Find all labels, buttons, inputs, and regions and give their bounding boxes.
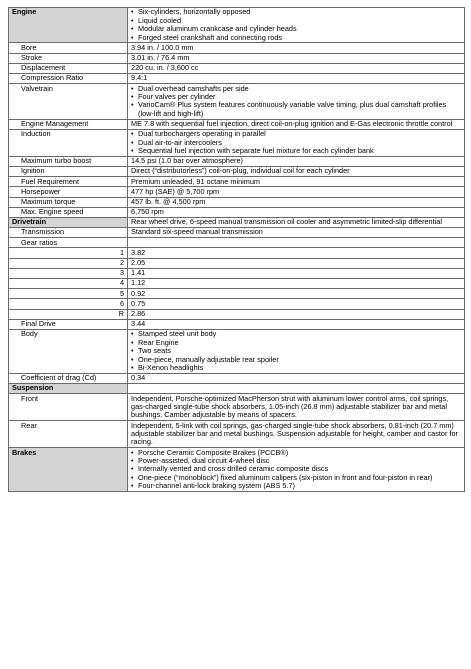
list-item: • Stamped steel unit body [131,330,461,338]
spec-row-transmission [9,228,465,238]
spec-value: 220 cu. in. / 3,600 cc [128,63,465,73]
gear-ratio: 1.41 [128,268,465,278]
list-item: • Dual overhead camshafts per side [131,85,461,93]
gear-number: 1 [9,248,128,258]
suspension-section-row [9,383,465,393]
spec-value: 14.5 psi (1.0 bar over atmosphere) [128,156,465,166]
spec-value: Direct (“distributorless”) coil-on-plug, individual coil for each cylinder [128,166,465,176]
spec-label: Front [9,394,128,421]
spec-label: Maximum torque [9,197,128,207]
spec-row-fuel [9,177,465,187]
engine-features [128,8,465,43]
spec-value: Premium unleaded, 91 octane minimum [128,177,465,187]
spec-label: Body [9,329,128,373]
gear-ratio: 2.05 [128,258,465,268]
spec-row-body [9,329,465,373]
gear-row [9,309,465,319]
spec-label: Maximum turbo boost [9,156,128,166]
spec-value: 6,750 rpm [128,207,465,217]
list-item: • One-piece, manually adjustable rear spoiler [131,356,461,364]
spec-row-rear [9,421,465,448]
gear-row [9,268,465,278]
gear-row [9,279,465,289]
spec-value-list [128,129,465,156]
spec-label: Displacement [9,63,128,73]
brakes-section-title: Brakes [9,448,128,492]
gear-number: 5 [9,289,128,299]
spec-row-torque [9,197,465,207]
list-item: • Internally vented and cross drilled ceramic composite discs [131,465,461,473]
gear-number: R [9,309,128,319]
list-item: • Porsche Ceramic Composite Brakes (PCCB®) [131,449,461,457]
spec-row-drag [9,373,465,383]
gear-row [9,248,465,258]
brakes-features [128,448,465,492]
brakes-section-row [9,448,465,492]
spec-label: Engine Management [9,119,128,129]
list-item: • Rear Engine [131,339,461,347]
spec-row-displacement [9,63,465,73]
spec-value: 477 hp (SAE) @ 5,700 rpm [128,187,465,197]
list-item: • Four valves per cylinder [131,93,461,101]
list-item: • Bi-Xenon headlights [131,364,461,372]
drivetrain-section-title: Drivetrain [9,217,128,227]
list-item: • Power-assisted, dual circuit 4-wheel disc [131,457,461,465]
spec-label: Valvetrain [9,84,128,119]
gear-number: 6 [9,299,128,309]
list-item: • Dual air-to-air intercoolers [131,139,461,147]
spec-row-final-drive [9,319,465,329]
spec-value: ME 7.8 with sequential fuel injection, direct coil-on-plug ignition and E-Gas electronic throttle control [128,119,465,129]
spec-label: Horsepower [9,187,128,197]
gear-number: 3 [9,268,128,278]
engine-feature: • Modular aluminum crankcase and cylinder heads [131,25,461,33]
spec-value: Standard six-speed manual transmission [128,228,465,238]
gear-row [9,299,465,309]
list-item: • One-piece (“monoblock”) fixed aluminum calipers (six-piston in front and four-piston in rear) [131,474,461,482]
spec-row-valvetrain [9,84,465,119]
engine-section-title: Engine [9,8,128,43]
spec-value: 3.94 in. / 100.0 mm [128,43,465,53]
list-item: • VarioCam® Plus system features continuously variable valve timing, plus dual camshaft profiles (low-lift and high-lift) [131,101,461,118]
spec-value: 3.01 in. / 76.4 mm [128,53,465,63]
gear-number: 2 [9,258,128,268]
spec-label: Ignition [9,166,128,176]
gear-ratio: 1.12 [128,279,465,289]
spec-value [128,383,465,393]
list-item: • Dual turbochargers operating in parallel [131,130,461,138]
spec-row-ignition [9,166,465,176]
drivetrain-section-row [9,217,465,227]
spec-label: Final Drive [9,319,128,329]
engine-feature: • Forged steel crankshaft and connecting rods [131,34,461,42]
engine-section-row [9,8,465,43]
spec-row-management [9,119,465,129]
spec-label: Gear ratios [9,238,128,248]
spec-label: Transmission [9,228,128,238]
engine-feature: • Six-cylinders, horizontally opposed [131,8,461,16]
spec-row-speed [9,207,465,217]
spec-label: Rear [9,421,128,448]
list-item: • Two seats [131,347,461,355]
spec-value-list [128,329,465,373]
spec-row-horsepower [9,187,465,197]
spec-row-compression [9,73,465,83]
spec-label: Fuel Requirement [9,177,128,187]
spec-row-induction [9,129,465,156]
gear-row [9,258,465,268]
spec-table [8,7,465,492]
spec-value: 9.4:1 [128,73,465,83]
spec-value: Independent, Porsche-optimized MacPherson strut with aluminum lower control arms, coil springs, gas-charged single-tube shock absorbers, 1.05-inch (26.8 mm) adjustable stabilizer bar and metal bushings. Camber adjustable by means of spacers. [128,394,465,421]
spec-label: Max. Engine speed [9,207,128,217]
spec-label: Induction [9,129,128,156]
list-item: • Sequential fuel injection with separate fuel mixture for each cylinder bank [131,147,461,155]
gear-ratio: 3.82 [128,248,465,258]
gear-ratio: 2.86 [128,309,465,319]
gear-ratio: 0.75 [128,299,465,309]
spec-label: Stroke [9,53,128,63]
spec-row-stroke [9,53,465,63]
spec-value: Independent, 5-link with coil springs, gas-charged single-tube shock absorbers, 0.81-inch (20.7 mm) adjustable stabilizer bar and metal bushings. Suspension adjustable for height, camber and castor for racing. [128,421,465,448]
spec-row-bore [9,43,465,53]
spec-value-list [128,84,465,119]
gear-number: 4 [9,279,128,289]
spec-label: Bore [9,43,128,53]
spec-label: Compression Ratio [9,73,128,83]
gear-row [9,289,465,299]
spec-value [128,238,465,248]
spec-value: 3.44 [128,319,465,329]
list-item: • Four-channel anti-lock braking system (ABS 5.7) [131,482,461,490]
suspension-section-title: Suspension [9,383,128,393]
spec-value: 457 lb. ft. @ 4,500 rpm [128,197,465,207]
spec-row-front [9,394,465,421]
gear-ratio: 0.92 [128,289,465,299]
engine-feature: • Liquid cooled [131,17,461,25]
spec-row-gear-ratios [9,238,465,248]
drivetrain-description: Rear wheel drive, 6-speed manual transmission oil cooler and asymmetric limited-slip differential [128,217,465,227]
spec-value: 0.34 [128,373,465,383]
spec-row-boost [9,156,465,166]
spec-label: Coefficient of drag (Cd) [9,373,128,383]
